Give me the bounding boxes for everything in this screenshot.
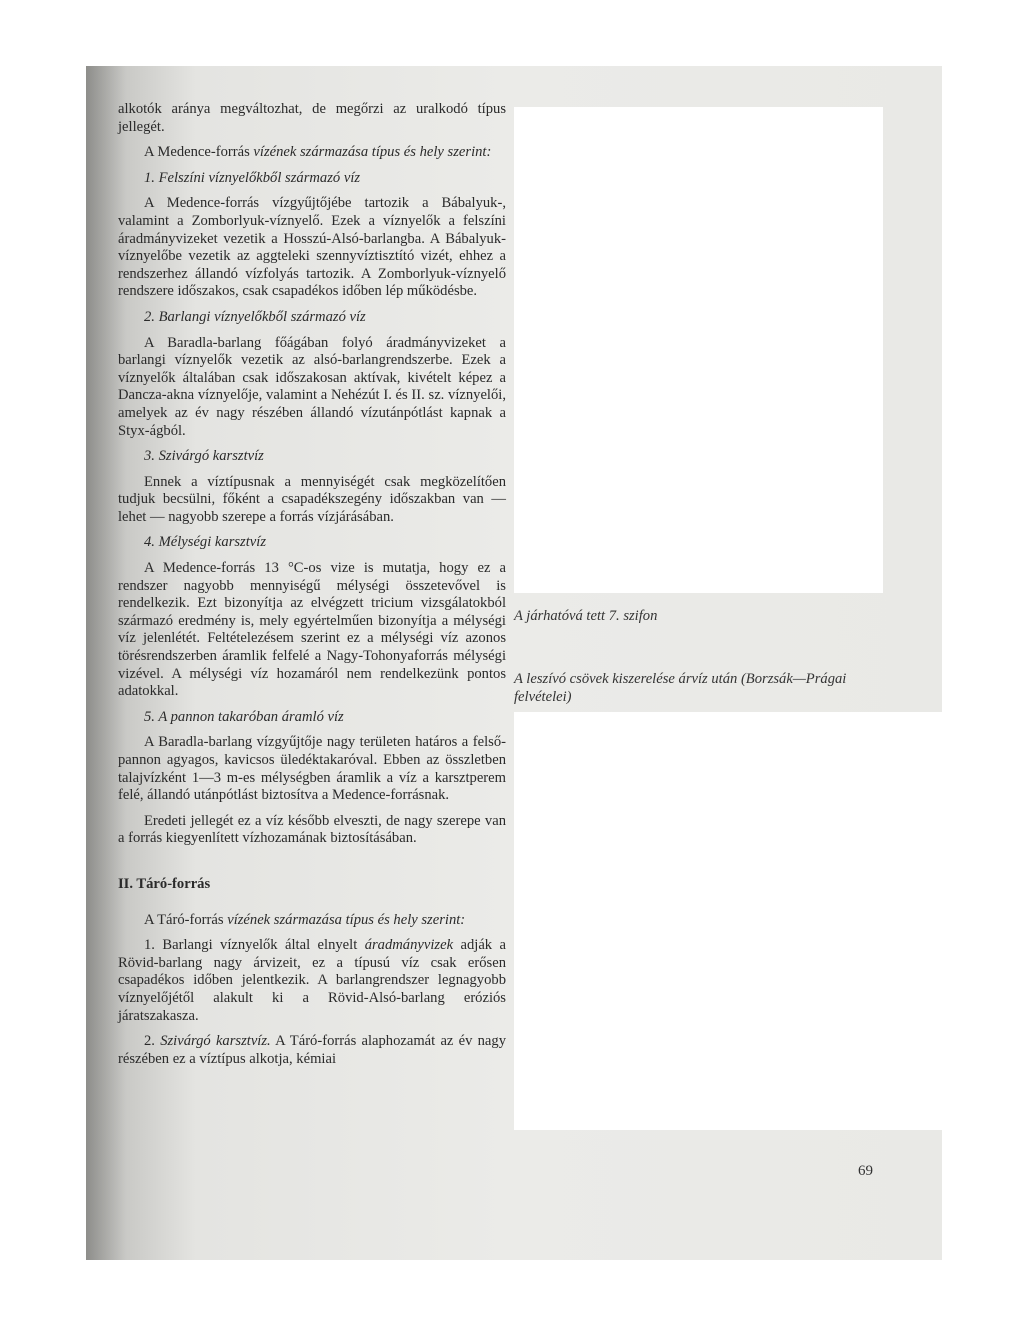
page-number: 69 [858,1163,873,1179]
photo-pipes [514,712,942,1130]
paragraph: A Medence-forrás 13 °C-os vize is mutatja, hogy ez a rendszer nagyobb mennyiségű mélységi összetevővel is rendelkezik. Ezt bizonyítja az elvégzett tricium vizsgálatokból származó eredmény is, mely egyértelműen bizonyítja a mélységi víz jelenlétét. Feltételezésem szerint ez a mélységi víz azonos törésrendszerben áramlik felfelé a Nagy-Tohonyaforrás mélységi vizével. A mélységi víz hozamáról nem rendelkezünk pontos adatokkal. [118,560,506,700]
paragraph: 2. Szivárgó karsztvíz. A Táró-forrás alaphozamát az év nagy részében ez a víztípus alkotja, kémiai [118,1033,506,1067]
subheading: 2. Barlangi víznyelőkből származó víz [144,308,366,325]
paragraph: A Medence-forrás vízének származása típus és hely szerint: [144,144,492,161]
section-heading: II. Táró-forrás [118,875,211,892]
main-text-column [118,101,506,1076]
subheading: 4. Mélységi karsztvíz [144,534,266,551]
subheading: 5. A pannon takaróban áramló víz [144,708,344,725]
subheading: 1. Felszíni víznyelőkből származó víz [144,169,361,186]
caption-photo-pipes: A leszívó csövek kiszerelése árvíz után (Borzsák—Prágai felvételei) [514,671,847,705]
photo-siphon [514,107,883,593]
subheading: 3. Szivárgó karsztvíz [144,448,264,465]
paragraph: 1. Barlangi víznyelők által elnyelt áradmányvizek adják a Rövid-barlang nagy árvizeit, ez a típusú víz csak erősen csapadékos időben jelentkezik. A barlangrendszer legnagyobb víznyelőjétől alakult ki a Rövid-Alsó-barlang eróziós járatszakasza. [118,937,506,1024]
paragraph: A Baradla-barlang vízgyűjtője nagy területen határos a felső-pannon agyagos, kavicsos üledéktakaróval. Ebben az összletben talajvízként 1—3 m-es mélységben áramlik a víz a karsztperem felé, állandó utánpótlást biztosítva a Medence-forrásnak. [118,734,506,804]
paragraph: A Medence-forrás vízgyűjtőjébe tartozik a Bábalyuk-, valamint a Zomborlyuk-víznyelő. Ezek a víznyelők a felszíni áradmányvizeket vezetik a Hosszú-Alsó-barlangba. A Bábalyuk-víznyelőbe vezetik az aggteleki szennyvíztisztító vizét, ehhez a rendszerhez állandó vízfolyás tartozik. A Zomborlyuk-víznyelő rendszere időszakos, csak csapadékos időben lép működésbe. [118,195,506,300]
paragraph: alkotók aránya megváltozhat, de megőrzi az uralkodó típus jellegét. [118,101,506,135]
paragraph: Eredeti jellegét ez a víz később elveszti, de nagy szerepe van a forrás kiegyenlített vízhozamának biztosításában. [118,812,506,847]
paragraph: A Táró-forrás vízének származása típus és hely szerint: [144,911,466,928]
paragraph: Ennek a víztípusnak a mennyiségét csak megközelítően tudjuk becsülni, főként a csapadékszegény időszakban van — lehet — nagyobb szerepe a forrás vízjárásában. [118,473,506,525]
paragraph: A Baradla-barlang főágában folyó áradmányvizeket a barlangi víznyelők vezetik az alsó-barlangrendszerbe. Ezek a víznyelők általában csak időszakosan aktívak, kivételt képez a Dancza-akna víznyelője, valamint a Nehézút I. és II. sz. víznyelői, amelyek az év nagy részében állandó vízutánpótlást kapnak a Styx-ágból. [118,334,506,439]
caption-photo-siphon: A járhatóvá tett 7. szifon [514,608,658,624]
